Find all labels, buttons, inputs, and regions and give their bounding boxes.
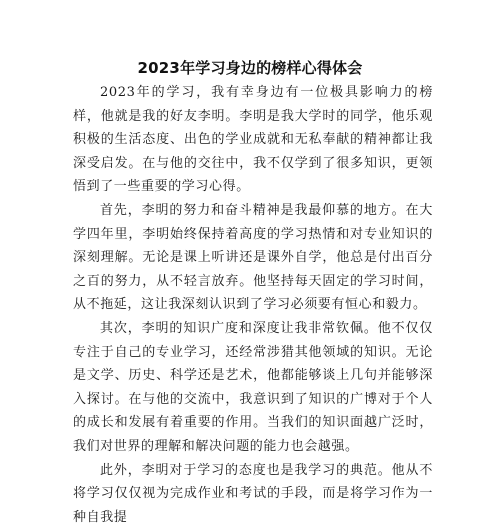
paragraph-2: 首先，李明的努力和奋斗精神是我最仰慕的地方。在大学四年里，李明始终保持着高度的学习热情和对专业知识的深刻理解。无论是课上听讲还是课外自学，他总是付出百分之百的努力，从不轻言放弃。他坚持每天固定的学习时间，从不拖延，这让我深刻认识到了学习必须要有恒心和毅力。 (73, 199, 433, 317)
paragraph-4: 此外，李明对于学习的态度也是我学习的典范。他从不将学习仅仅视为完成作业和考试的手段，而是将学习作为一种自我提 (73, 459, 433, 529)
paragraph-3: 其次，李明的知识广度和深度让我非常钦佩。他不仅仅专注于自己的专业学习，还经常涉猎其他领域的知识。无论是文学、历史、科学还是艺术，他都能够谈上几句并能够深入探讨。在与他的交流中，我意识到了知识的广博对于个人的成长和发展有着重要的作用。当我们的知识面越广泛时，我们对世界的理解和解决问题的能力也会越强。 (73, 317, 433, 459)
document-body (73, 81, 433, 529)
paragraph-1: 2023年的学习，我有幸身边有一位极具影响力的榜样，他就是我的好友李明。李明是我大学时的同学，他乐观积极的生活态度、出色的学业成就和无私奉献的精神都让我深受启发。在与他的交往中，我不仅学到了很多知识，更领悟到了一些重要的学习心得。 (73, 81, 433, 199)
document-title: 2023年学习身边的榜样心得体会 (0, 58, 500, 78)
